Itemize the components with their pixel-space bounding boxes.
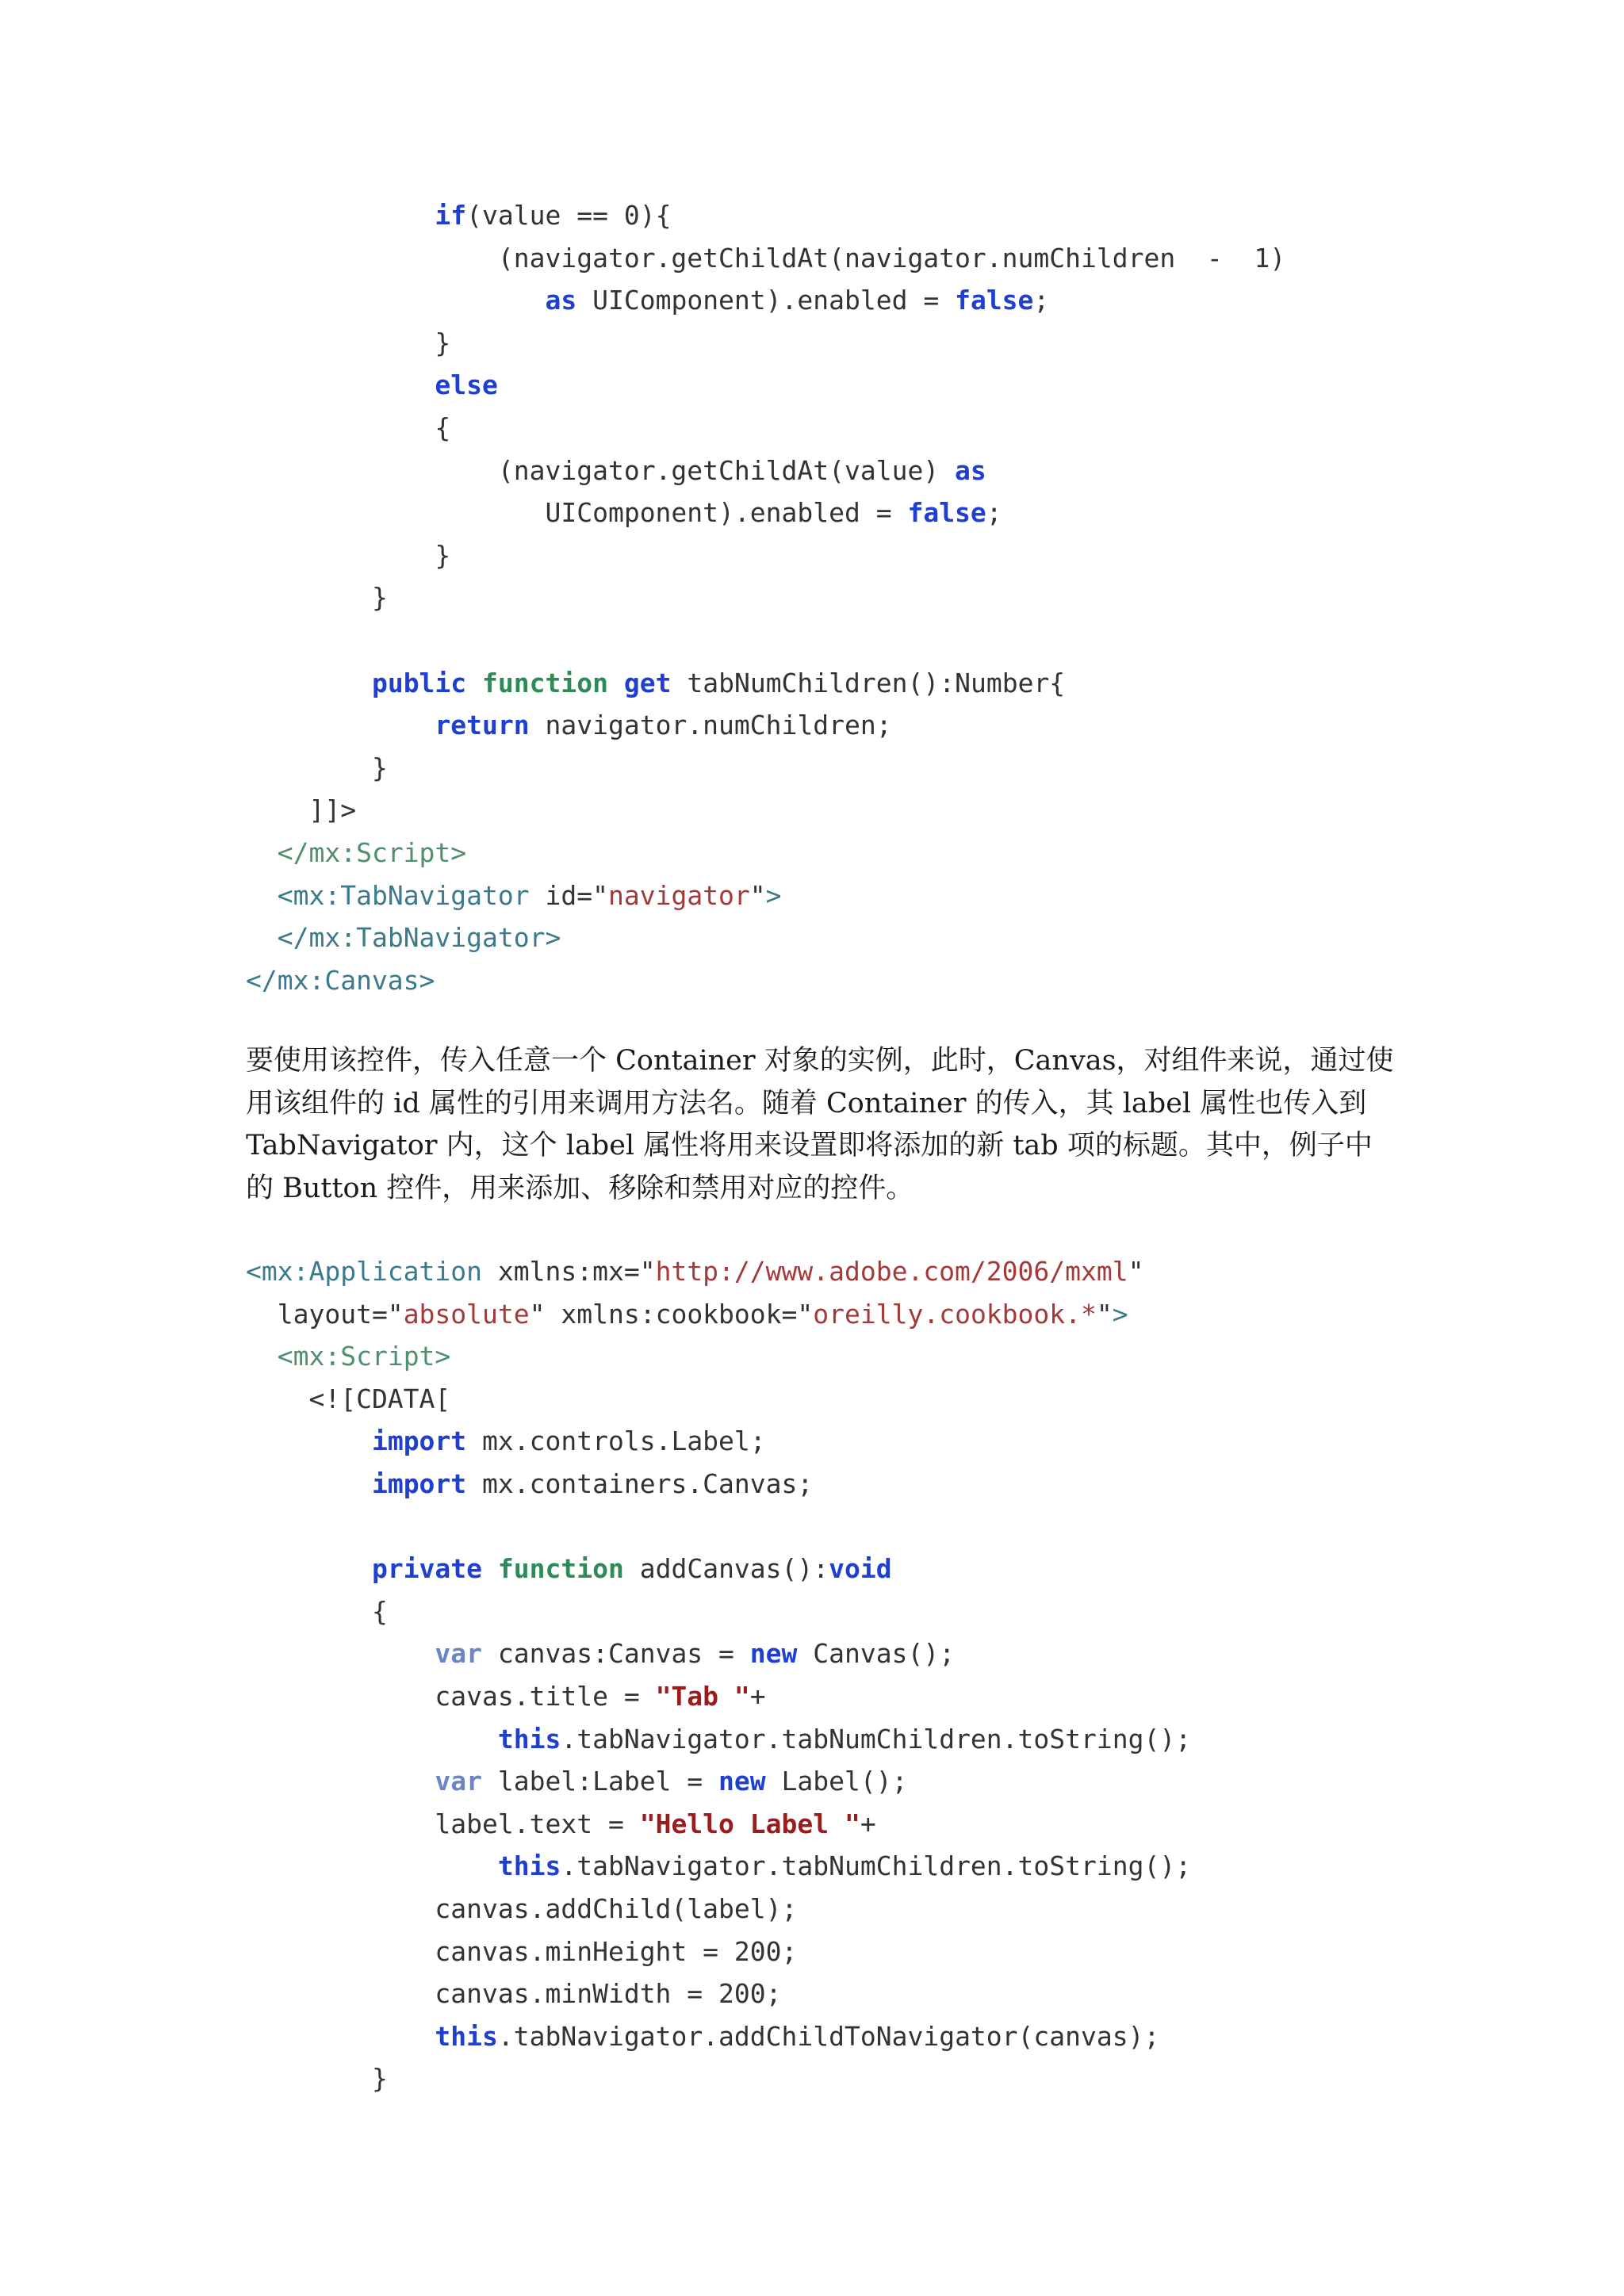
- code-line: [246, 832, 1285, 874]
- code-line: [246, 322, 1285, 365]
- code-token: public: [371, 667, 467, 698]
- code-token: UIComponent).enabled =: [576, 285, 956, 316]
- code-line: [246, 1718, 1191, 1761]
- code-token: "Hello Label ": [639, 1808, 860, 1839]
- code-token: cavas.title =: [246, 1680, 656, 1712]
- code-token: as: [545, 285, 577, 316]
- code-token: label:Label =: [482, 1766, 719, 1797]
- code-line: [246, 619, 1285, 662]
- code-token: [608, 668, 624, 698]
- code-line: [246, 1250, 1191, 1293]
- code-line: [246, 874, 1285, 917]
- code-token: .tabNavigator.tabNumChildren.toString();: [561, 1723, 1192, 1755]
- code-token: +: [860, 1808, 876, 1839]
- code-token: Label();: [765, 1766, 908, 1797]
- code-token: http://www.adobe.com/2006/mxml: [655, 1256, 1128, 1287]
- code-line: [246, 279, 1285, 322]
- code-token: private: [371, 1553, 483, 1585]
- code-token: (navigator.getChildAt(value): [246, 454, 956, 486]
- code-token: addCanvas():: [623, 1553, 829, 1585]
- code-line: [246, 747, 1285, 790]
- code-line: [246, 916, 1285, 959]
- code-token: .tabNavigator.addChildToNavigator(canvas);: [497, 2020, 1160, 2052]
- code-line: [246, 1420, 1191, 1463]
- code-token: {: [246, 1595, 388, 1627]
- body-paragraph: [246, 1040, 1394, 1210]
- paragraph-line: 的 Button 控件，用来添加、移除和禁用对应的控件。: [246, 1172, 914, 1204]
- code-token: [246, 200, 435, 231]
- code-token: else: [435, 369, 498, 401]
- code-token: Canvas();: [797, 1638, 956, 1670]
- code-token: [246, 668, 372, 698]
- code-token: [246, 1638, 435, 1669]
- code-line: [246, 1590, 1191, 1633]
- code-token: [246, 1724, 498, 1755]
- code-listing-bottom: [246, 1250, 1191, 2100]
- code-token: </mx:Canvas>: [246, 964, 435, 996]
- code-token: this: [497, 1850, 561, 1882]
- code-listing-top: [246, 194, 1285, 1001]
- code-token: function: [497, 1553, 624, 1585]
- code-line: [246, 1506, 1191, 1548]
- code-token: [246, 1468, 372, 1499]
- code-line: [246, 1845, 1191, 1888]
- code-token: >: [765, 879, 782, 911]
- code-token: [246, 285, 546, 316]
- code-line: [246, 704, 1285, 747]
- code-token: </mx:Script>: [277, 836, 467, 868]
- code-token: [246, 2021, 435, 2052]
- code-token: [246, 1766, 435, 1797]
- code-token: canvas:Canvas =: [482, 1638, 750, 1670]
- code-token: <![CDATA[: [246, 1383, 451, 1414]
- code-line: [246, 959, 1285, 1002]
- code-token: canvas.addChild(label);: [246, 1892, 798, 1924]
- code-token: var: [435, 1766, 483, 1797]
- code-token: [246, 1553, 372, 1584]
- code-token: ": [749, 879, 766, 911]
- code-line: [246, 237, 1285, 280]
- code-line: [246, 194, 1285, 237]
- code-token: this: [435, 2020, 498, 2052]
- paragraph-line: TabNavigator 内，这个 label 属性将用来设置即将添加的新 tab 项的标题。其中，例子中: [246, 1130, 1373, 1162]
- code-token: mx.controls.Label;: [466, 1425, 766, 1457]
- code-token: import: [371, 1425, 467, 1457]
- code-token: +: [749, 1680, 766, 1712]
- code-token: get: [623, 667, 672, 698]
- code-token: </mx:TabNavigator>: [277, 922, 561, 954]
- code-line: [246, 1378, 1191, 1421]
- code-token: id=": [529, 879, 608, 911]
- code-token: }: [246, 327, 451, 358]
- code-token: as: [955, 454, 986, 486]
- code-token: canvas.minWidth = 200;: [246, 1978, 782, 2010]
- code-token: (navigator.getChildAt(navigator.numChildren - 1): [246, 242, 1286, 274]
- code-token: navigator.numChildren;: [529, 710, 892, 741]
- code-token: }: [246, 582, 388, 614]
- code-token: (value == 0){: [466, 200, 672, 231]
- code-token: new: [718, 1766, 766, 1797]
- code-token: ": [1128, 1256, 1144, 1287]
- code-token: ;: [986, 497, 1002, 529]
- code-line: [246, 534, 1285, 577]
- code-token: if: [435, 200, 467, 231]
- code-line: [246, 1463, 1191, 1506]
- code-token: false: [955, 285, 1034, 316]
- code-token: ;: [1033, 285, 1050, 316]
- paragraph-line: 用该组件的 id 属性的引用来调用方法名。随着 Container 的传入，其 label 属性也传入到: [246, 1087, 1367, 1119]
- code-token: [246, 1341, 278, 1372]
- code-token: [466, 668, 482, 698]
- code-token: <mx:TabNavigator: [277, 879, 530, 911]
- code-token: false: [907, 497, 986, 529]
- code-token: mx.containers.Canvas;: [466, 1468, 814, 1499]
- code-token: [246, 880, 278, 911]
- code-token: new: [749, 1638, 798, 1670]
- code-line: [246, 450, 1285, 492]
- code-token: [246, 369, 435, 400]
- code-token: [246, 1850, 498, 1881]
- code-token: this: [497, 1723, 561, 1755]
- code-token: function: [482, 667, 608, 698]
- code-line: [246, 2015, 1191, 2058]
- code-line: [246, 1335, 1191, 1378]
- code-token: return: [435, 710, 530, 741]
- code-token: <mx:Application: [246, 1256, 483, 1287]
- code-token: "Tab ": [655, 1680, 750, 1712]
- code-token: ": [1096, 1298, 1113, 1330]
- code-line: [246, 1803, 1191, 1846]
- code-line: [246, 1293, 1191, 1336]
- code-token: }: [246, 2063, 388, 2095]
- code-token: canvas.minHeight = 200;: [246, 1935, 798, 1967]
- code-token: navigator: [607, 879, 750, 911]
- code-line: [246, 2057, 1191, 2100]
- code-token: }: [246, 752, 388, 783]
- code-token: [482, 1553, 498, 1584]
- code-token: void: [829, 1553, 892, 1585]
- code-line: [246, 1888, 1191, 1931]
- code-token: layout=": [246, 1298, 404, 1330]
- code-token: label.text =: [246, 1808, 640, 1839]
- code-line: [246, 1675, 1191, 1718]
- code-token: [246, 922, 278, 953]
- code-token: oreilly.cookbook.*: [813, 1298, 1097, 1330]
- code-line: [246, 662, 1285, 705]
- code-token: ]]>: [246, 794, 357, 826]
- code-token: xmlns:mx=": [482, 1256, 656, 1287]
- code-line: [246, 576, 1285, 619]
- code-token: .tabNavigator.tabNumChildren.toString();: [561, 1850, 1192, 1882]
- code-token: " xmlns:cookbook=": [529, 1298, 814, 1330]
- code-line: [246, 1632, 1191, 1675]
- code-token: [246, 710, 435, 740]
- code-line: [246, 492, 1285, 534]
- code-token: UIComponent).enabled =: [246, 497, 908, 529]
- code-line: [246, 364, 1285, 407]
- code-token: import: [371, 1468, 467, 1499]
- code-token: tabNumChildren():Number{: [671, 667, 1066, 698]
- code-line: [246, 789, 1285, 832]
- code-token: var: [435, 1638, 483, 1670]
- code-token: >: [1112, 1298, 1128, 1330]
- code-line: [246, 1973, 1191, 2015]
- code-token: [246, 837, 278, 868]
- code-token: <mx:Script>: [277, 1341, 451, 1372]
- code-token: {: [246, 411, 451, 443]
- paragraph-line: 要使用该控件，传入任意一个 Container 对象的实例，此时，Canvas，对组件来说，通过使: [246, 1045, 1394, 1077]
- code-token: [246, 1425, 372, 1456]
- code-line: [246, 1760, 1191, 1803]
- code-token: }: [246, 539, 451, 571]
- code-line: [246, 407, 1285, 450]
- code-line: [246, 1548, 1191, 1590]
- code-token: absolute: [403, 1298, 530, 1330]
- code-line: [246, 1931, 1191, 1973]
